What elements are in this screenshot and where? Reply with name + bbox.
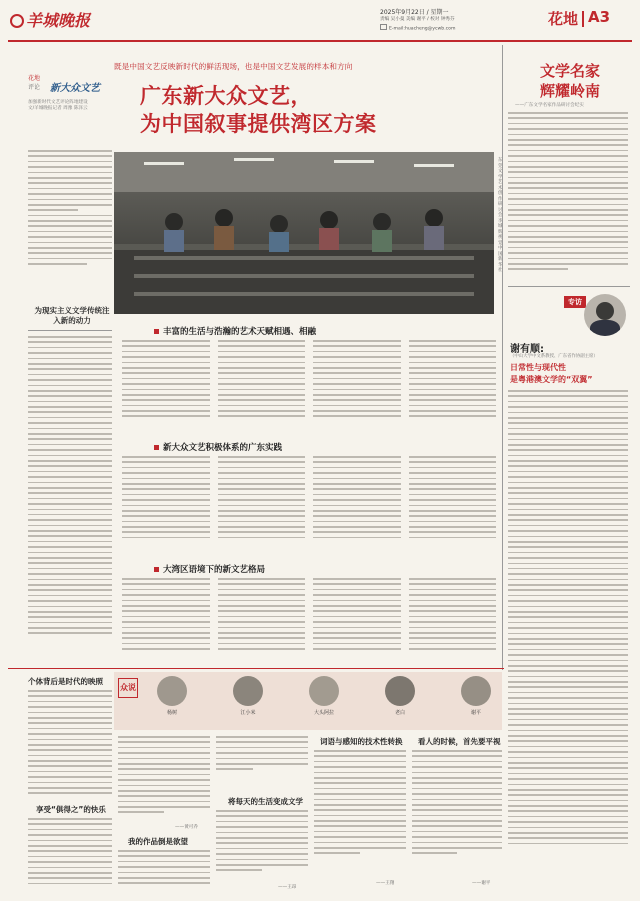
signature-4: ——谢平 xyxy=(472,881,491,886)
masthead-rule xyxy=(8,40,632,42)
section-heading-1: 丰富的生活与浩瀚的艺术天赋相遇、相融 xyxy=(154,325,316,337)
portrait-photo xyxy=(584,294,626,336)
section-marker-icon xyxy=(154,329,159,334)
masthead xyxy=(10,4,630,44)
newspaper-logo: 羊城晚报 xyxy=(10,8,90,31)
section-1-body xyxy=(122,340,496,435)
bottom-top-rule xyxy=(8,668,504,669)
person-name: 杨树 xyxy=(166,710,177,716)
section-2-body xyxy=(122,456,496,556)
person-5 xyxy=(458,676,494,720)
column-5-body xyxy=(412,750,502,878)
column-2-title: 我的作品倒是欲望 xyxy=(128,837,188,846)
byline: 文/羊城晚报记者 周豫 陈泽云 xyxy=(28,106,88,111)
section-3-body xyxy=(122,578,496,664)
voices-band-title: 众说 xyxy=(118,678,138,698)
column-2b-body xyxy=(118,850,210,894)
people-row xyxy=(154,676,494,720)
column-kicker xyxy=(28,73,128,111)
section-marker-icon xyxy=(154,567,159,572)
page-number: A3 xyxy=(588,8,611,26)
editor-line: 责编 吴小曼 美编 谢平 / 校对 钟秀芬 xyxy=(380,17,455,22)
column-3a-body xyxy=(216,736,308,780)
person-3 xyxy=(306,676,342,720)
logo-icon xyxy=(10,14,24,28)
factory-workers-photo xyxy=(114,152,494,314)
kicker-label-2: 评论 xyxy=(28,84,41,91)
column-divider xyxy=(502,45,503,670)
headline-line-1: 广东新大众文艺， xyxy=(140,84,312,108)
right-divider xyxy=(508,286,630,287)
pull-quote-rule xyxy=(28,330,112,331)
kicker-label: 花地 xyxy=(28,75,41,82)
column-5-title: 看人的时候，首先要平视 xyxy=(418,737,501,746)
lead-paragraph xyxy=(28,150,112,278)
portrait-body-icon xyxy=(590,320,620,336)
section-name: 花地 xyxy=(548,10,579,28)
column-3-body xyxy=(216,810,308,884)
pull-quote: 为现实主义文学传统注入新的动力 xyxy=(34,306,110,325)
column-title: 新大众文艺 xyxy=(50,83,100,94)
column-3-title: 将每天的生活变成文学 xyxy=(228,797,303,806)
issue-date: 2025年9月22日 / 星期一 xyxy=(380,9,449,16)
signature-1: ——黄可乔 xyxy=(175,825,198,830)
person-name: 老白 xyxy=(394,710,405,716)
interview-heading-2: 是粤港澳文学的“双翼” xyxy=(510,375,593,384)
avatar xyxy=(309,676,339,706)
email-icon xyxy=(380,24,387,30)
section-marker-icon xyxy=(154,445,159,450)
person-4 xyxy=(382,676,418,720)
avatar xyxy=(233,676,263,706)
signature-3: ——王翔 xyxy=(376,881,395,886)
section-heading-3: 大湾区语境下的新文艺格局 xyxy=(154,563,265,575)
person-name: 江小米 xyxy=(240,710,256,716)
interview-body xyxy=(508,390,628,888)
section-heading-2: 新大众文艺积极体系的广东实践 xyxy=(154,441,282,453)
avatar xyxy=(157,676,187,706)
right-title-1: 文学名家 xyxy=(540,62,601,80)
column-1-title: 个体背后是时代的映照 xyxy=(28,677,103,686)
avatar xyxy=(385,676,415,706)
deck: 既是中国文艺反映新时代的鲜活现场，也是中国文艺发展的样本和方向 xyxy=(114,62,353,71)
interview-heading-1: 日常性与现代性 xyxy=(510,363,566,372)
signature-2: ——王昂 xyxy=(278,885,297,890)
interview-name: 谢有顺: xyxy=(510,344,544,355)
photo-caption: 东莞文学艺术创作研讨会 李城辉 视觉中国 新华社 xyxy=(498,158,503,273)
column-1-subtitle: 享受“俱得之”的快乐 xyxy=(36,805,106,814)
interview-sub: （中山大学中文系教授、广东省作协副主席） xyxy=(510,354,598,359)
section-divider xyxy=(582,11,584,27)
email-line: E-mail:huacheng@ycwb.com xyxy=(380,24,455,32)
headline-line-2: 为中国叙事提供湾区方案 xyxy=(140,112,377,136)
main-photo xyxy=(114,152,494,314)
column-subtitle: 加强新时代文艺评论阵地建设 xyxy=(28,100,88,105)
person-1 xyxy=(154,676,190,720)
person-name: 大头阿拉 xyxy=(313,710,334,716)
interview-tag: 专访 xyxy=(564,296,586,308)
column-1b-body xyxy=(28,818,112,894)
person-2 xyxy=(230,676,266,720)
right-subtitle: ——广东文学名家作品研讨会纪实 xyxy=(515,103,584,108)
right-body-1 xyxy=(508,112,628,282)
right-title-2: 辉耀岭南 xyxy=(540,82,601,100)
column-2-body xyxy=(118,736,210,824)
column-4-title: 词语与感知的技术性转换 xyxy=(320,737,403,746)
person-name: 谢平 xyxy=(470,710,481,716)
column-1-body xyxy=(28,690,112,800)
voices-band xyxy=(114,672,502,730)
column-4-body xyxy=(314,750,406,878)
left-body-text xyxy=(28,336,112,662)
avatar xyxy=(461,676,491,706)
portrait-head-icon xyxy=(596,302,614,320)
